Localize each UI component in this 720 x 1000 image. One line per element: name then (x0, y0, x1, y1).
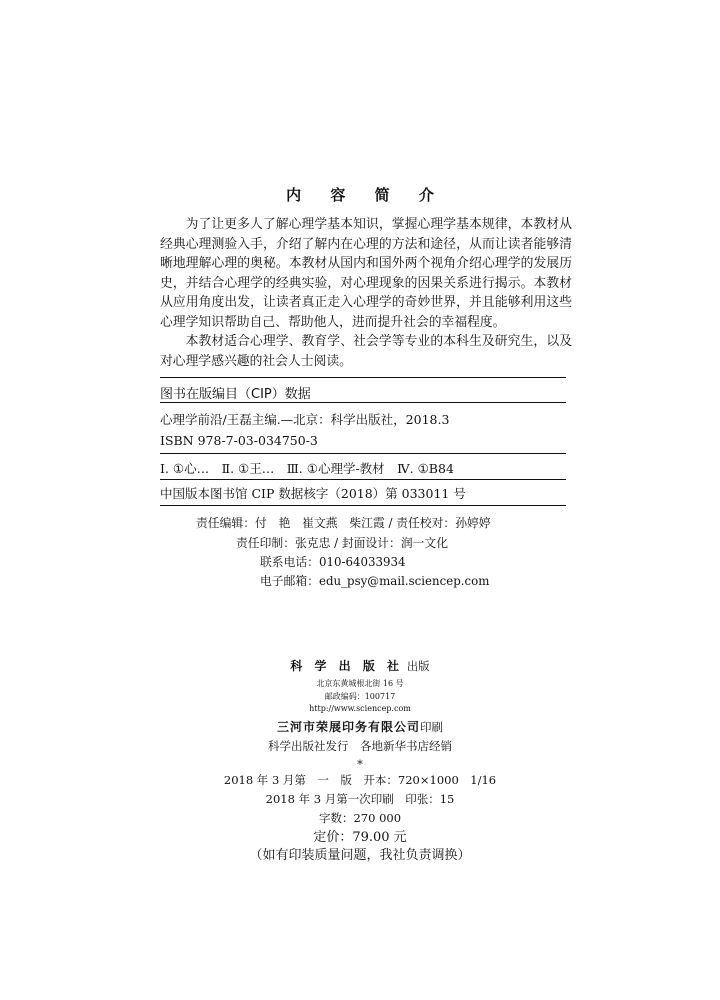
cip-line-isbn: ISBN 978-7-03-034750-3 (160, 433, 318, 448)
cip-bottom-rule (160, 505, 566, 506)
credit-phone (0, 553, 720, 570)
printer-line (0, 718, 720, 735)
quality-note: （如有印装质量问题，我社负责调换） (249, 848, 471, 863)
cip-heading-rule (160, 402, 566, 403)
price-line: 定价：79.00 元 (313, 830, 407, 845)
publisher-address: 北京东黄城根北街 16 号 (316, 679, 404, 688)
email-address: edu_psy@mail.sciencep.com (319, 574, 490, 588)
phone-label: 联系电话： (260, 555, 319, 569)
wordcount-line: 字数：270 000 (318, 811, 402, 825)
cip-line-title: 心理学前沿/王磊主编.—北京：科学出版社，2018.3 (160, 412, 450, 427)
cip-line-classification: Ⅰ. ①心… Ⅱ. ①王… Ⅲ. ①心理学-教材 Ⅳ. ①B84 (160, 461, 454, 476)
printing-line: 2018 年 3 月第一次印刷 印张：15 (265, 792, 455, 806)
summary-title: 内 容 简 介 (286, 186, 446, 204)
phone-number: 010-64033934 (319, 555, 406, 569)
cip-line-cip-number: 中国版本图书馆 CIP 数据核字（2018）第 033011 号 (160, 486, 466, 501)
publisher-name: 科 学 出 版 社 (290, 659, 404, 673)
cip-heading: 图书在版编目（CIP）数据 (160, 387, 311, 402)
distribution-line: 科学出版社发行 各地新华书店经销 (268, 739, 452, 753)
publisher-line (0, 657, 720, 674)
printer-suffix: 印刷 (420, 720, 443, 734)
credit-email (0, 572, 720, 589)
summary-text (160, 215, 572, 371)
printer-name: 三河市荣展印务有限公司 (276, 720, 420, 734)
edition-line: 2018 年 3 月第 一 版 开本：720×1000 1/16 (223, 773, 497, 787)
email-label: 电子邮箱： (260, 574, 319, 588)
credit-editors: 责任编辑：付 艳 崔文燕 柴江霞 / 责任校对：孙婷婷 (196, 516, 491, 530)
publisher-postcode: 邮政编码：100717 (324, 692, 396, 701)
summary-paragraph-1: 为了让更多人了解心理学基本知识，掌握心理学基本规律，本教材从经典心理测验入手，介绍了解内在心理的方法和途径，从而让读者能够清晰地理解心理的奥秘。本教材从国内和国外两个视角介绍心理学的发展历史，并结合心理学的经典实验，对心理现象的因果关系进行揭示。本教材从应用角度出发，让读者真正走入心理学的奇妙世界，并且能够利用这些心理学知识帮助自己、帮助他人，进而提升社会的幸福程度。 (160, 217, 572, 330)
cip-rule-2 (160, 453, 566, 454)
cip-top-rule (160, 377, 566, 378)
cip-rule-3 (160, 479, 566, 480)
publisher-suffix: 出版 (406, 659, 430, 673)
publisher-website: http://www.sciencep.com (309, 704, 411, 713)
separator-star: * (357, 757, 363, 771)
summary-paragraph-2: 本教材适合心理学、教育学、社会学等专业的本科生及研究生，以及对心理学感兴趣的社会人士阅读。 (160, 334, 572, 369)
credit-printing-cover: 责任印制：张克忠 / 封面设计：润一文化 (236, 536, 449, 550)
